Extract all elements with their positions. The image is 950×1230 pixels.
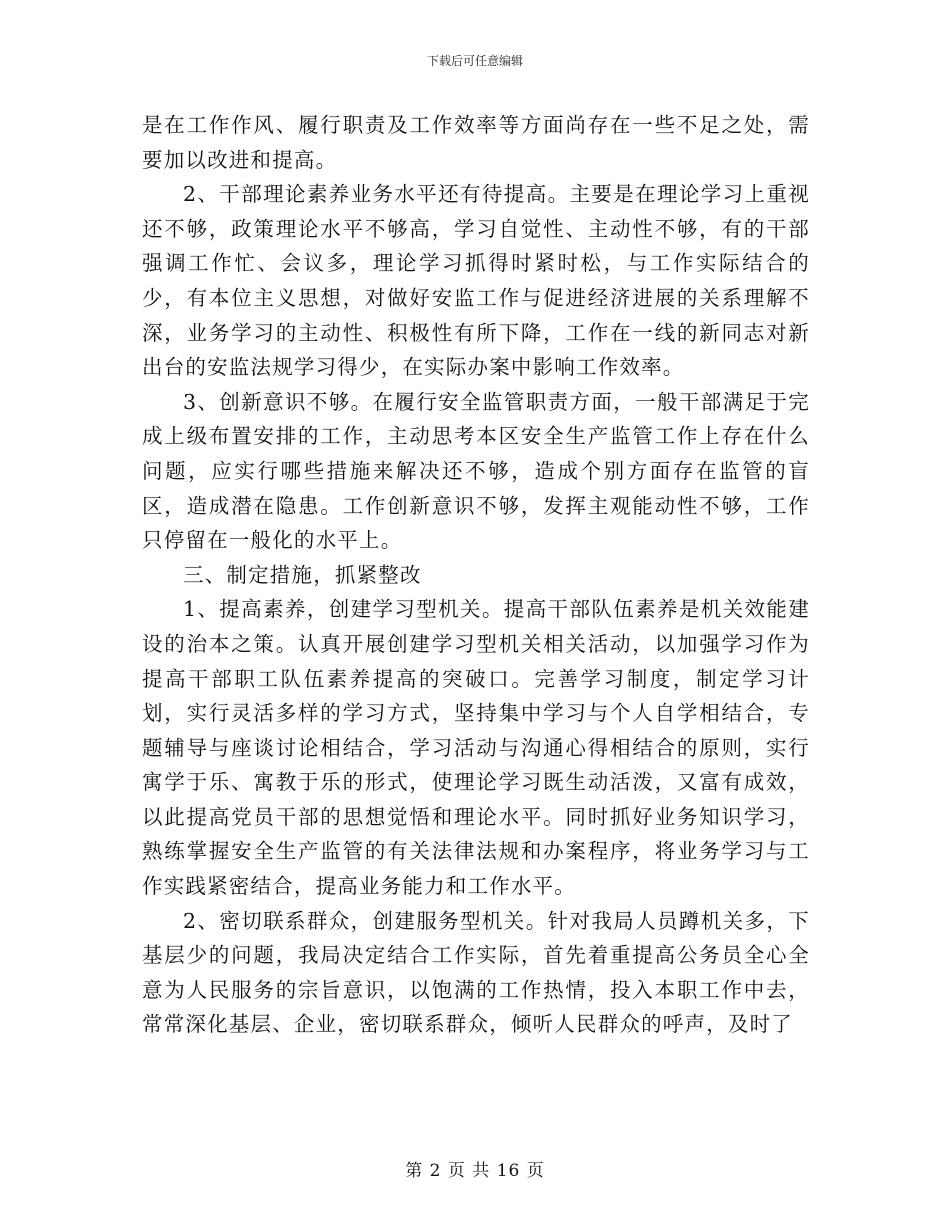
paragraph: 是在工作作风、履行职责及工作效率等方面尚存在一些不足之处，需要加以改进和提高。 (142, 113, 810, 172)
paragraph: 3、创新意识不够。在履行安全监管职责方面，一般干部满足于完成上级布置安排的工作，主动思考本区安全生产监管工作上存在什么问题，应实行哪些措施来解决还不够，造成个别方面存在监管的盲区，造成潜在隐患。工作创新意识不够，发挥主观能动性不够，工作只停留在一般化的水平上。 (142, 389, 810, 553)
paragraph: 1、提高素养，创建学习型机关。提高干部队伍素养是机关效能建设的治本之策。认真开展创建学习型机关相关活动，以加强学习作为提高干部职工队伍素养提高的突破口。完善学习制度，制定学习计划，实行灵活多样的学习方式，坚持集中学习与个人自学相结合，专题辅导与座谈讨论相结合，学习活动与沟通心得相结合的原则，实行寓学于乐、寓教于乐的形式，使理论学习既生动活泼，又富有成效，以此提高党员干部的思想觉悟和理论水平。同时抓好业务知识学习，熟练掌握安全生产监管的有关法律法规和办案程序，将业务学习与工作实践紧密结合，提高业务能力和工作水平。 (142, 597, 810, 899)
document-body (142, 108, 810, 1042)
paragraph: 2、密切联系群众，创建服务型机关。针对我局人员蹲机关多，下基层少的问题，我局决定结合工作实际，首先着重提高公务员全心全意为人民服务的宗旨意识，以饱满的工作热情，投入本职工作中去，常常深化基层、企业，密切联系群众，倾听人民群众的呼声，及时了 (142, 908, 810, 1037)
paragraph: 2、干部理论素养业务水平还有待提高。主要是在理论学习上重视还不够，政策理论水平不够高，学习自觉性、主动性不够，有的干部强调工作忙、会议多，理论学习抓得时紧时松，与工作实际结合的少，有本位主义思想，对做好安监工作与促进经济进展的关系理解不深，业务学习的主动性、积极性有所下降，工作在一线的新同志对新出台的安监法规学习得少，在实际办案中影响工作效率。 (142, 182, 810, 380)
section-heading: 三、制定措施，抓紧整改 (183, 562, 422, 587)
page-header: 下载后可任意编辑 (426, 54, 523, 68)
page-number: 第 2 页 共 16 页 (405, 1161, 545, 1181)
